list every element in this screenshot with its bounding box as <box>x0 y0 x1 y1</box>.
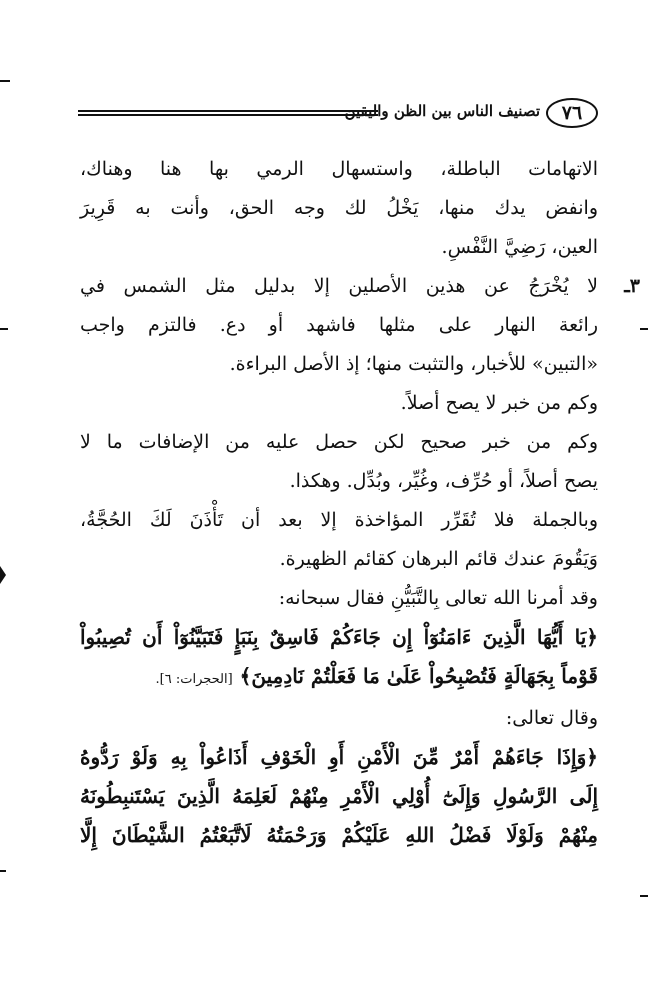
text-line: العين، رَضِيَّ النَّفْسِ. <box>441 236 598 258</box>
running-title: تصنيف الناس بين الظن واليقين <box>344 102 540 120</box>
text-line: وبالجملة فلا تُقَرِّر المؤاخذة إلا بعد أن تَأْذَنَ لَكَ الحُجَّةُ، <box>80 509 598 531</box>
verse-line: ﴿يَا أَيُّهَا الَّذِينَ ءَامَنُوٓاْ إِن جَاءَكُمْ فَاسِقٌ بِنَبَإٍ فَتَبَيَّنُوٓاْ أَن تُصِيبُواْ <box>80 625 598 649</box>
text-line: الاتهامات الباطلة، واستسهال الرمي بها هنا وهناك، <box>80 158 598 180</box>
verse-line <box>80 657 598 699</box>
text-line: وانفض يدك منها، يَخْلُ لك وجه الحق، وأنت به قَرِيرَ <box>80 197 598 219</box>
page-header <box>78 98 598 132</box>
text-line: وكم من خبر لا يصح أصلاً. <box>400 392 598 414</box>
scan-edge-mark <box>0 80 10 82</box>
page-body <box>80 150 640 855</box>
verse-line: ﴿وَإِذَا جَاءَهُمْ أَمْرٌ مِّنَ الْأَمْنِ أَوِ الْخَوْفِ أَذَاعُواْ بِهِ وَلَوْ رَدُّوهُ <box>80 745 598 769</box>
text-line: وَيَقُومَ عندك قائم البرهان كقائم الظهيرة. <box>279 548 598 570</box>
scan-edge-mark <box>0 870 6 872</box>
page-number: ٧٦ <box>546 98 598 128</box>
text-line: وقال تعالى: <box>505 707 598 729</box>
verse-reference: [الحجرات: ٦]. <box>155 672 233 687</box>
numbered-item-line <box>80 267 640 306</box>
scan-edge-mark <box>0 566 6 584</box>
item-number: ٣ـ <box>624 275 640 297</box>
verse-line: إِلَى الرَّسُولِ وَإِلَىٰٓ أُوْلِي الْأَمْرِ مِنْهُمْ لَعَلِمَهُ الَّذِينَ يَسْتَنبِطُونَهُ <box>80 784 598 808</box>
scan-edge-mark <box>640 328 648 330</box>
header-rule <box>78 110 378 116</box>
text-line: يصح أصلاً، أو حُرِّف، وغُيِّر، وبُدِّل. وهكذا. <box>289 470 598 492</box>
text-line: «التبين» للأخبار، والتثبت منها؛ إذ الأصل البراءة. <box>229 353 598 375</box>
scan-edge-mark <box>640 895 648 897</box>
verse-text: قَوْماً بِجَهَالَةٍ فَتُصْبِحُواْ عَلَىٰ مَا فَعَلْتُمْ نَادِمِينَ﴾ <box>239 664 598 688</box>
text-line: وقد أمرنا الله تعالى بِالتَّبَيُّنِ فقال سبحانه: <box>278 587 598 609</box>
scan-edge-mark <box>0 328 8 330</box>
text-line: وكم من خبر صحيح لكن حصل عليه من الإضافات ما لا <box>80 431 598 453</box>
text-line: لا يُخْرَجُ عن هذين الأصلين إلا بدليل مثل الشمس في <box>80 275 598 297</box>
verse-line: مِنْهُمْ وَلَوْلَا فَضْلُ اللهِ عَلَيْكُمْ وَرَحْمَتُهُ لَاتَّبَعْتُمُ الشَّيْطَانَ إِلَّا <box>80 823 598 847</box>
text-line: رائعة النهار على مثلها فاشهد أو دع. فالتزم واجب <box>80 314 598 336</box>
